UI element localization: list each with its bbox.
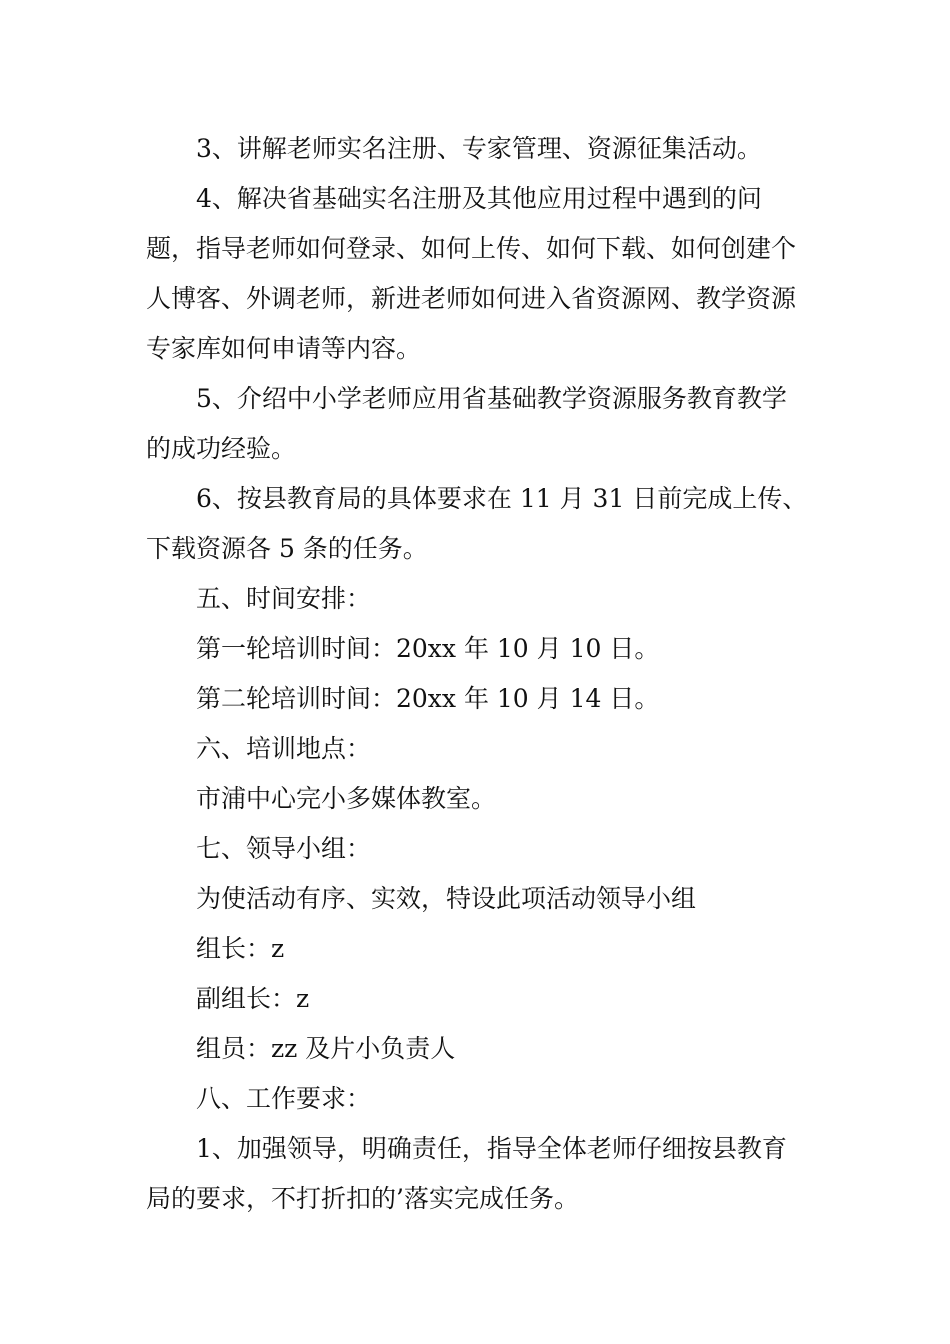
schedule-round-1: 第一轮培训时间：20xx 年 10 月 10 日。 xyxy=(196,634,660,663)
leader-line: 组长：z xyxy=(196,934,285,963)
schedule-round-2: 第二轮培训时间：20xx 年 10 月 14 日。 xyxy=(196,684,660,713)
document-body xyxy=(146,124,811,1224)
section-heading-schedule: 五、时间安排： xyxy=(196,584,372,613)
paragraph-task-5: 5、介绍中小学老师应用省基础教学资源服务教育教学的成功经验。 xyxy=(146,384,787,463)
paragraph-task-4: 4、解决省基础实名注册及其他应用过程中遇到的问题，指导老师如何登录、如何上传、如何下载、如何创建个人博客、外调老师，新进老师如何进入省资源网、教学资源专家库如何申请等内容。 xyxy=(146,184,797,363)
section-heading-location: 六、培训地点： xyxy=(196,734,372,763)
leadership-intro: 为使活动有序、实效，特设此项活动领导小组 xyxy=(196,884,697,913)
training-location: 市浦中心完小多媒体教室。 xyxy=(196,784,497,813)
paragraph-task-6: 6、按县教育局的具体要求在 11 月 31 日前完成上传、下载资源各 5 条的任务。 xyxy=(146,484,808,563)
paragraph-task-3: 3、讲解老师实名注册、专家管理、资源征集活动。 xyxy=(196,134,762,163)
requirement-1: 1、加强领导，明确责任，指导全体老师仔细按县教育局的要求，不打折扣的’落实完成任务。 xyxy=(146,1134,787,1213)
deputy-leader-line: 副组长：z xyxy=(196,984,310,1013)
section-heading-requirements: 八、工作要求： xyxy=(196,1084,372,1113)
section-heading-leadership: 七、领导小组： xyxy=(196,834,372,863)
members-line: 组员：zz 及片小负责人 xyxy=(196,1034,456,1063)
